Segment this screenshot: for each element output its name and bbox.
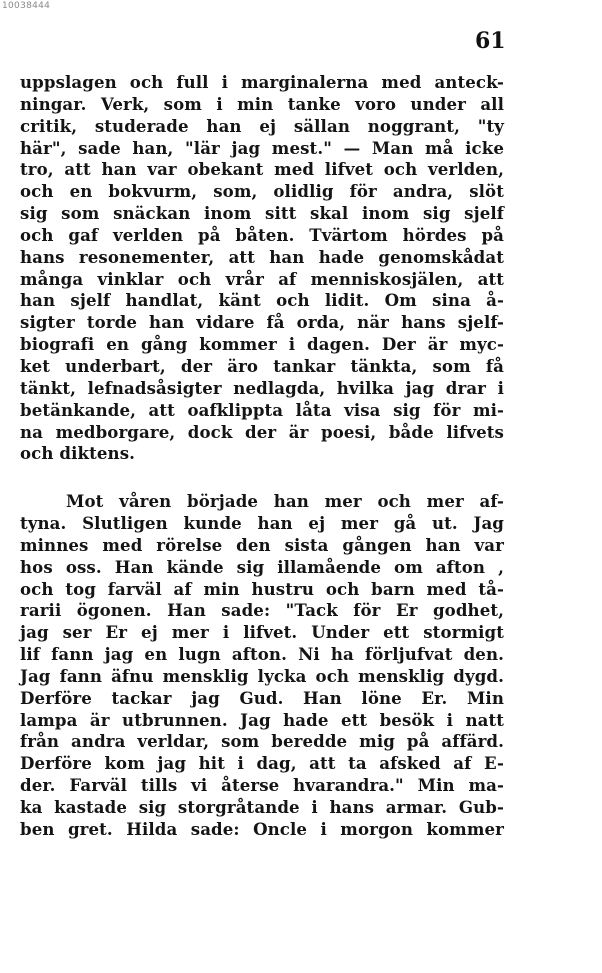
text-line: Mot våren började han mer och mer af- [66,491,504,512]
text-line: ket underbart, der äro tankar tänkta, som få [20,355,504,376]
body-text [20,72,504,841]
paragraph-2 [20,491,504,841]
paragraph-1 [20,72,504,465]
scan-identifier: 10038444 [2,1,51,11]
text-line: lif fann jag en lugn afton. Ni ha förljufvat den. [20,644,504,665]
text-line: ningar. Verk, som i min tanke voro under all [20,93,504,114]
text-line: hos oss. Han kände sig illamående om afton , [20,556,504,577]
text-line: tyna. Slutligen kunde han ej mer gå ut. Jag [20,513,504,534]
text-line: Jag fann äfnu mensklig lycka och mensklig dygd. [20,665,504,686]
text-line: han sjelf handlat, känt och lidit. Om sina å- [20,290,504,311]
text-line: der. Farväl tills vi återse hvarandra." Min ma- [20,775,504,796]
text-line: ben gret. Hilda sade: Oncle i morgon kommer [20,818,504,839]
text-line: jag ser Er ej mer i lifvet. Under ett stormigt [20,622,504,643]
text-line: och diktens. [20,443,136,464]
text-line: Derföre kom jag hit i dag, att ta afsked af E- [20,753,504,774]
text-line: biografi en gång kommer i dagen. Der är myc- [20,334,504,355]
text-line: ka kastade sig storgråtande i hans armar. Gub- [20,797,504,817]
text-line: från andra verldar, som beredde mig på affärd. [20,731,504,752]
text-line: Derföre tackar jag Gud. Han löne Er. Min [20,687,504,708]
text-line: na medborgare, dock der är poesi, både lifvets [20,421,504,442]
text-line: och gaf verlden på båten. Tvärtom hördes på [20,224,504,245]
text-line: tro, att han var obekant med lifvet och verlden, [20,159,504,180]
text-line: lampa är utbrunnen. Jag hade ett besök i natt [20,709,504,730]
text-line: sig som snäckan inom sitt skal inom sig sjelf [20,203,504,224]
text-line: betänkande, att oafklippta låta visa sig för mi- [20,399,504,420]
text-line: uppslagen och full i marginalerna med anteck- [20,72,504,92]
text-line: många vinklar och vrår af menniskosjälen, att [20,268,504,289]
paragraph-spacer [20,465,504,491]
text-line: tänkt, lefnadsåsigter nedlagda, hvilka jag drar i [20,377,504,398]
text-line: och tog farväl af min hustru och barn med tå- [20,578,504,599]
text-line: här", sade han, "lär jag mest." — Man må icke [20,137,504,158]
text-line: rarii ögonen. Han sade: "Tack för Er godhet, [20,600,504,621]
text-line: och en bokvurm, som, olidlig för andra, slöt [20,181,504,202]
text-line: hans resonementer, att han hade genomskådat [20,246,504,267]
text-line: critik, studerade han ej sällan noggrant, "ty [20,115,504,136]
page-number: 61 [475,28,506,54]
text-line: sigter torde han vidare få orda, när hans sjelf- [20,312,504,333]
text-line: minnes med rörelse den sista gången han var [20,534,504,555]
